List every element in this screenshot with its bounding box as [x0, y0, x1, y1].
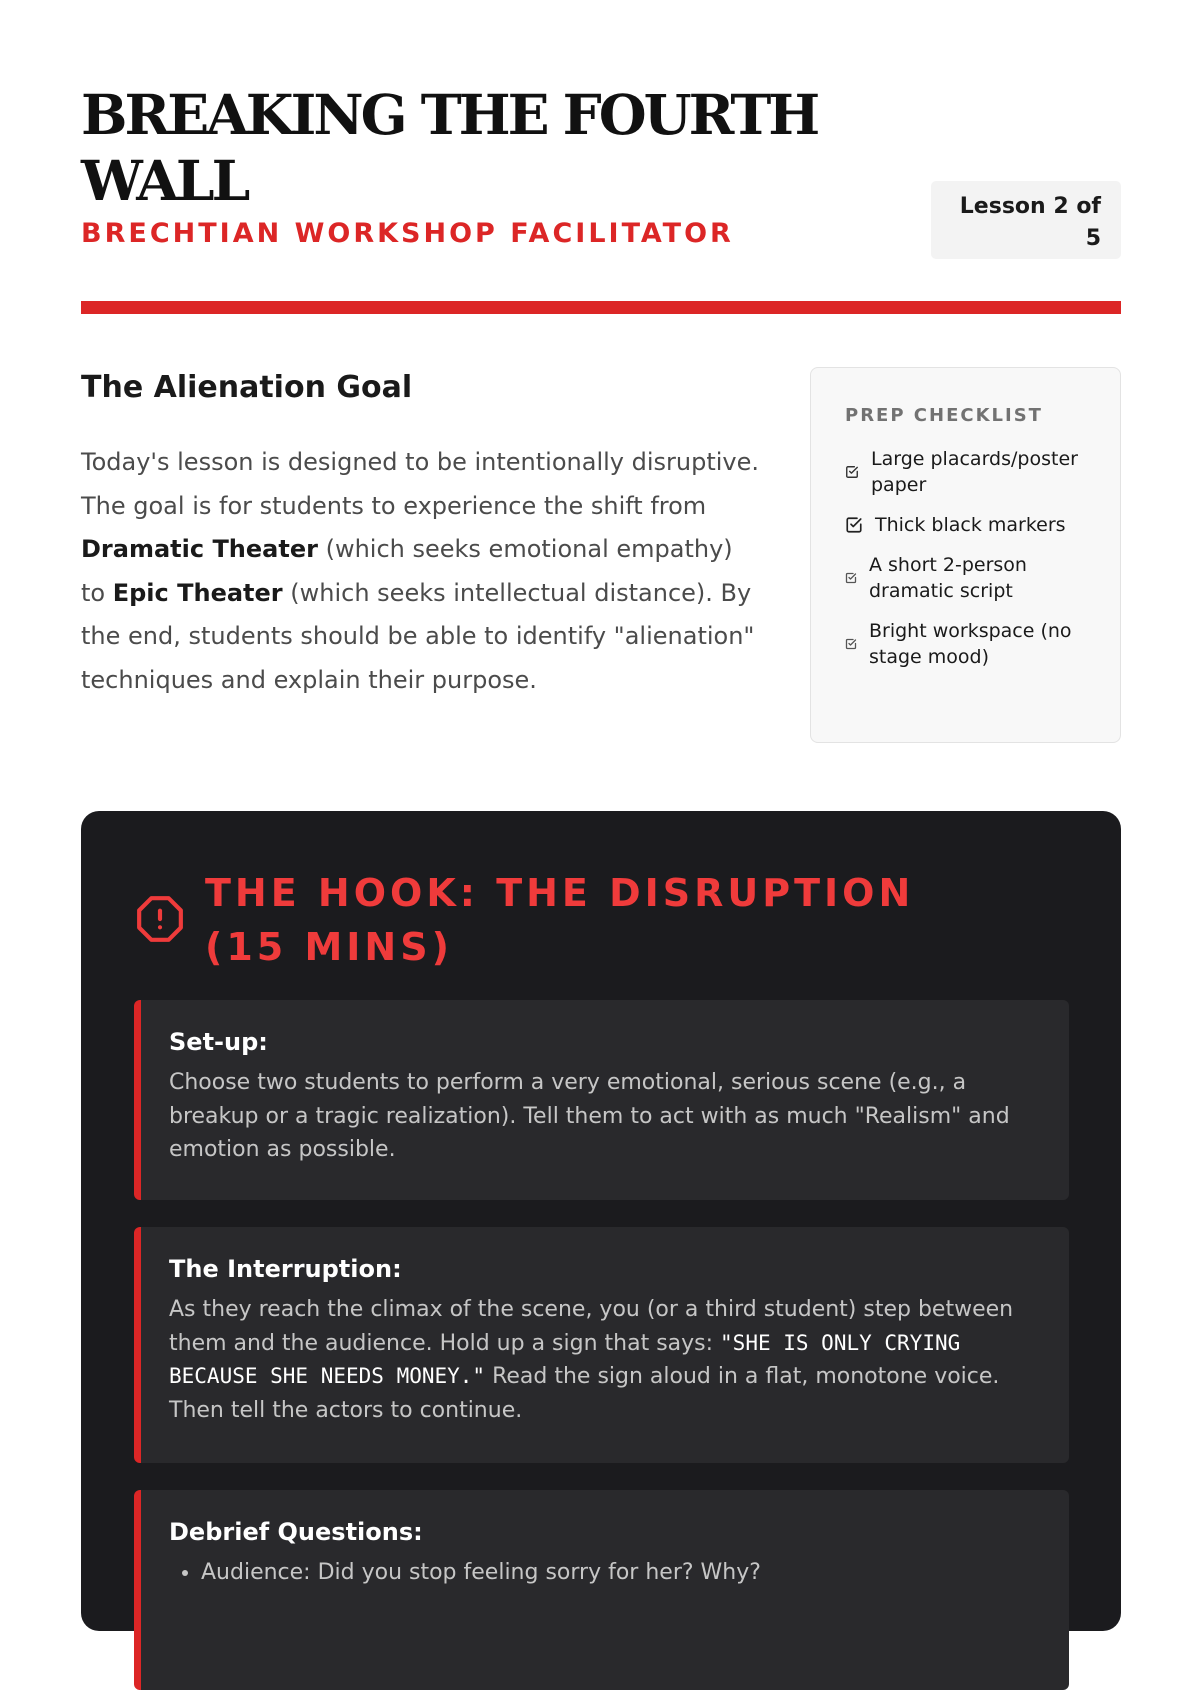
checklist-items	[845, 446, 1100, 670]
intro-text: (which seeks emotional empathy) to	[81, 535, 733, 607]
checklist-title: PREP CHECKLIST	[845, 405, 1043, 426]
step-body	[169, 1293, 1039, 1427]
lesson-page	[81, 0, 1121, 1600]
step-text: Read the sign aloud in a flat, monotone voice. Then tell the actors to continue.	[169, 1364, 1000, 1423]
step-interruption	[134, 1227, 1069, 1463]
lesson-progress-badge: Lesson 2 of 5	[931, 181, 1121, 259]
page-title: BREAKING THE FOURTH WALL	[81, 82, 818, 213]
checklist-item-label: Thick black markers	[875, 514, 1066, 536]
page-subtitle: BRECHTIAN WORKSHOP FACILITATOR	[81, 218, 734, 249]
step-body: Choose two students to perform a very emotional, serious scene (e.g., a breakup or a tragic realization). Tell them to act with as much "Realism" and emotion as possible.	[169, 1070, 1010, 1162]
step-debrief	[134, 1490, 1069, 1690]
intro-text: (which seeks intellectual distance). By the end, students should be able to identify "alienation" techniques and explain their purpose.	[81, 578, 755, 694]
checkbox-icon	[845, 465, 859, 479]
step-title: The Interruption:	[169, 1255, 402, 1283]
checklist-item-label: A short 2-person dramatic script	[869, 554, 1027, 602]
section-heading: The Alienation Goal	[81, 370, 413, 405]
step-title: Debrief Questions:	[169, 1518, 423, 1546]
checklist-item[interactable]	[845, 446, 1100, 498]
term-epic-theater: Epic Theater	[112, 578, 283, 607]
header-divider	[81, 301, 1121, 314]
hook-title: THE HOOK: THE DISRUPTION (15 MINS)	[205, 871, 915, 969]
prep-checklist	[810, 367, 1121, 743]
step-title: Set-up:	[169, 1028, 268, 1056]
checklist-item[interactable]	[845, 552, 1100, 604]
sign-text: "SHE IS ONLY CRYING BECAUSE SHE NEEDS MONEY."	[169, 1330, 961, 1388]
checklist-item-label: Large placards/poster paper	[871, 448, 1078, 496]
debrief-questions	[169, 1556, 1039, 1590]
intro-text: Today's lesson is designed to be intentionally disruptive. The goal is for students to experience the shift from	[81, 448, 760, 520]
step-text: As they reach the climax of the scene, you (or a third student) step between them and the audience. Hold up a sign that says:	[169, 1297, 1014, 1356]
checklist-item[interactable]	[845, 618, 1100, 670]
checkbox-icon	[845, 516, 863, 534]
debrief-question: • Audience: Did you stop feeling sorry for her? Why?	[201, 1556, 1039, 1590]
term-dramatic-theater: Dramatic Theater	[81, 535, 318, 563]
checklist-item[interactable]	[845, 512, 1100, 538]
intro-paragraph	[81, 441, 761, 702]
hook-panel	[81, 811, 1121, 1631]
step-setup	[134, 1000, 1069, 1200]
checkbox-icon	[845, 638, 857, 650]
checklist-item-label: Bright workspace (no stage mood)	[869, 620, 1072, 668]
checkbox-icon	[845, 572, 857, 584]
alert-octagon-icon	[135, 894, 185, 948]
